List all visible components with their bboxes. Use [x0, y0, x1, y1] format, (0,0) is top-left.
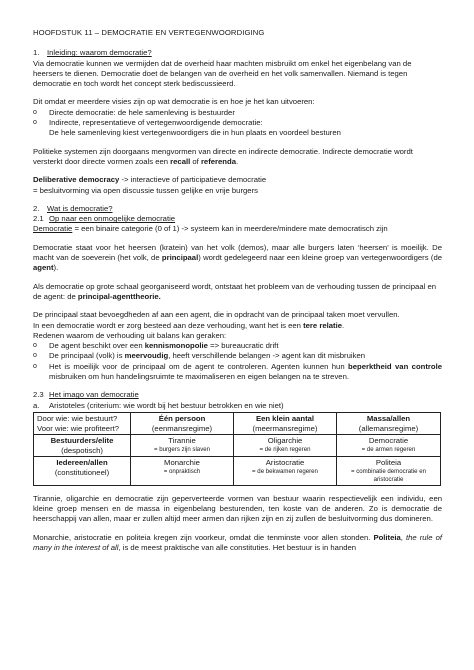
bold-term: Politeia	[373, 532, 401, 542]
table-row	[34, 435, 441, 457]
paragraph-line: In een democratie wordt er zorg besteed aan deze verhouding, want het is een tere relatie.	[33, 320, 345, 330]
list-item: o De principaal (volk) is meervoudig, heeft verschillende belangen -> agent kan dit misbruiken	[33, 351, 365, 361]
bold-term: tere relatie	[303, 320, 342, 330]
section-number: 1.	[33, 48, 40, 58]
table-header-row	[34, 412, 441, 434]
subsection-title: Op naar een onmogelijke democratie	[49, 214, 176, 224]
table-cell: Oligarchie = de rijken regeren	[234, 435, 337, 457]
list-item: o Directe democratie: de hele samenleving is bestuurder	[33, 107, 235, 117]
paragraph: Politieke systemen zijn doorgaans mengvormen van directe en indirecte democratie. Indirecte democratie wordt versterkt door directe vormen zoals een recall of referenda.	[33, 146, 413, 166]
aristoteles-table	[33, 412, 441, 486]
bold-term: recall	[170, 156, 191, 166]
table-corner: Door wie: wie bestuurt? Voor wie: wie profiteert?	[34, 412, 131, 434]
bullet-icon: o	[33, 352, 37, 360]
list-item: o De agent beschikt over een kennismonopolie => bureaucratic drift	[33, 341, 279, 351]
table-cell: Tirannie = burgers zijn slaven	[131, 435, 234, 457]
bullet-icon: o	[33, 119, 37, 127]
bold-term: referenda	[200, 156, 236, 166]
table-cell: Monarchie = onpraktisch	[131, 457, 234, 486]
table-cell: Aristocratie = de bekwamen regeren	[234, 457, 337, 486]
bullet-icon: o	[33, 362, 37, 370]
chapter-title: HOOFDSTUK 11 – DEMOCRATIE EN VERTEGENWOORDIGING	[33, 28, 265, 37]
paragraph-line: Redenen waarom de verhouding uit balans kan geraken:	[33, 330, 227, 340]
table-column-header: Een klein aantal (meermansregime)	[234, 412, 337, 434]
bold-term: agent	[33, 263, 54, 273]
table-column-header: Één persoon (eenmansregime)	[131, 412, 234, 434]
subsection-number: 2.1	[33, 214, 44, 224]
bold-term: principaal	[161, 253, 199, 263]
subsection-heading	[33, 214, 442, 224]
subsection-item: a. Aristoteles (criterium: wie wordt bij het bestuur betrokken en wie niet)	[33, 400, 284, 410]
subsection-number: 2.3	[33, 390, 44, 400]
list-item-continuation: De hele samenleving kiest vertegenwoordigers die in hun plaats en voordeel besturen	[49, 128, 341, 138]
bullet-icon: o	[33, 108, 37, 116]
list-item: o Het is moeilijk voor de principaal om de agent te controleren. Agenten kunnen hun beperktheid van controle misbruiken om hun handelingsruimte te maximaliseren en eigen belangen na te streven.	[33, 361, 442, 382]
definition-line: = besluitvorming via open discussie tussen gelijke en vrije burgers	[33, 185, 258, 195]
section-title: Inleiding: waarom democratie?	[47, 48, 152, 58]
paragraph-line: De principaal staat bevoegdheden af aan een agent, die in opdracht van de principaal taken moet vervullen.	[33, 310, 400, 320]
section-number: 2.	[33, 203, 40, 213]
paragraph: Democratie staat voor het heersen (kratein) van het volk (demos), maar alle burgers laten ‘heersen’ is moeilijk. De macht van de soeverein (het volk, de principaal) wordt gedelegeerd naar een kleine groep van vertegenwoordigers (de agent).	[33, 242, 442, 273]
paragraph: Tirannie, oligarchie en democratie zijn geperverteerde vormen van bestuur waarin respectievelijk een individu, een kleine groep mensen en de massa in eigenbelang besturenden, ten koste van de anderen. Zo is democratie de heerschappij van allen, maar er zullen altijd meer armen dan rijken zijn en zij zullen de besluitvorming dus domineren.	[33, 493, 442, 524]
bold-term: Deliberative democracy	[33, 175, 120, 185]
section-title: Wat is democratie?	[47, 203, 113, 213]
reasons-list	[33, 341, 442, 382]
table-row-header: Iedereen/allen (constitutioneel)	[34, 457, 131, 486]
table-cell: Politeia = combinatie democratie en aristocratie	[337, 457, 441, 486]
bullet-list	[33, 108, 442, 139]
bullet-icon: o	[33, 342, 37, 350]
paragraph: Via democratie kunnen we vermijden dat de overheid haar machten misbruikt om enkel het eigenbelang van de heersers te dienen. Democratie doet de belangen van de overheid en het volk samenvallen. Niemand is tegen democratie en toch wordt het concept sterk bediscussieerd.	[33, 58, 412, 89]
table-cell: Democratie = de armen regeren	[337, 435, 441, 457]
italic-quote: the rule of many in the interest of all	[33, 532, 442, 553]
table-column-header: Massa/allen (allemansregime)	[337, 412, 441, 434]
section-1-heading	[33, 48, 442, 58]
table-row	[34, 457, 441, 486]
subsection-heading	[33, 390, 442, 400]
paragraph: Monarchie, aristocratie en politeia kregen zijn voorkeur, omdat die tenminste voor allen stonden. Politeia, the rule of many in the interest of all, is de meest praktische van alle constituties. Het bestuur is in handen	[33, 532, 442, 553]
paragraph: Als democratie op grote schaal georganiseerd wordt, ontstaat het probleem van de verhouding tussen de principaal en de agent: de principal-agenttheorie.	[33, 281, 436, 301]
list-item: o Indirecte, representatieve of vertegenwoordigende democratie:	[33, 118, 263, 128]
paragraph: Dit omdat er meerdere visies zijn op wat democratie is en hoe je het kan uitvoeren:	[33, 97, 315, 107]
subsection-title: Het imago van democratie	[49, 390, 139, 400]
definition: Democratie = een binaire categorie (0 of 1) -> systeem kan in meerdere/mindere mate democratisch zijn	[33, 224, 388, 234]
definition: Deliberative democracy -> interactieve of participatieve democratie	[33, 175, 267, 185]
table-row-header: Bestuurders/elite (despotisch)	[34, 435, 131, 457]
section-2-heading	[33, 204, 442, 214]
bold-term: principal-agenttheorie.	[77, 291, 161, 301]
